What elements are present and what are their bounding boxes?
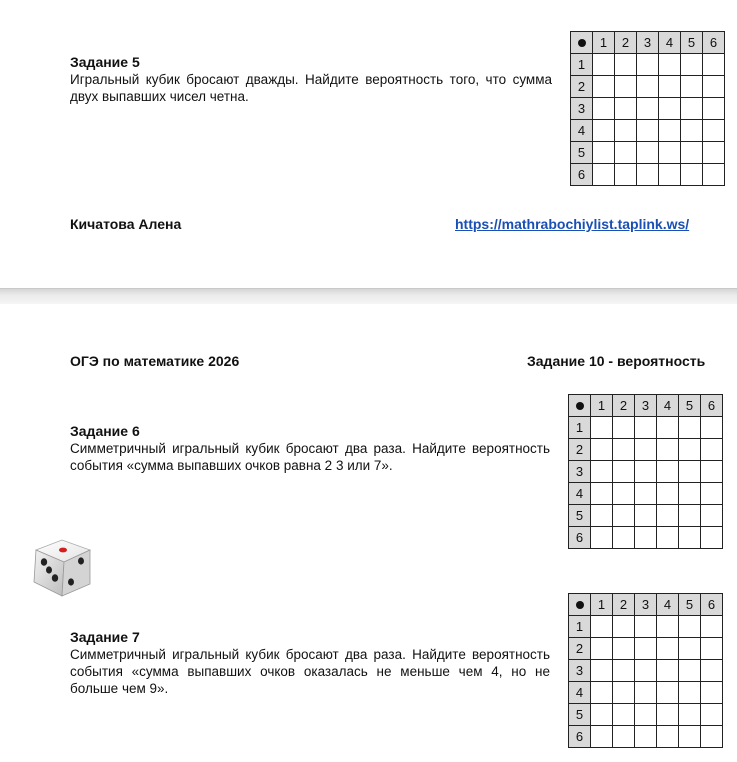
grid-cell[interactable] (635, 483, 657, 505)
grid-cell[interactable] (635, 616, 657, 638)
dice-table-task-5 (570, 31, 725, 186)
grid-cell[interactable] (657, 505, 679, 527)
grid-cell[interactable] (657, 483, 679, 505)
grid-row (569, 417, 723, 439)
grid-row-header: 6 (569, 527, 591, 549)
grid-cell[interactable] (657, 704, 679, 726)
grid-cell[interactable] (657, 439, 679, 461)
grid-cell[interactable] (591, 660, 613, 682)
grid-cell[interactable] (635, 704, 657, 726)
grid-row (569, 527, 723, 549)
grid-cell[interactable] (701, 527, 723, 549)
grid-cell[interactable] (635, 682, 657, 704)
grid-cell[interactable] (635, 726, 657, 748)
grid-col-header: 2 (615, 32, 637, 54)
grid-cell[interactable] (657, 616, 679, 638)
grid-cell[interactable] (701, 638, 723, 660)
dice-icon (28, 534, 96, 602)
grid-cell[interactable] (679, 461, 701, 483)
grid-row-header: 4 (569, 682, 591, 704)
dice-table-task-6 (568, 394, 723, 549)
grid-cell[interactable] (701, 704, 723, 726)
grid-cell[interactable] (613, 439, 635, 461)
grid-cell[interactable] (659, 98, 681, 120)
grid-row (569, 682, 723, 704)
grid-cell[interactable] (701, 461, 723, 483)
grid-cell[interactable] (613, 704, 635, 726)
grid-cell[interactable] (593, 98, 615, 120)
grid-cell[interactable] (613, 682, 635, 704)
grid-cell[interactable] (659, 76, 681, 98)
grid-col-header: 1 (591, 395, 613, 417)
grid-col-header: 6 (703, 32, 725, 54)
grid-row-header: 4 (571, 120, 593, 142)
grid-cell[interactable] (701, 726, 723, 748)
dice-table-task-7 (568, 593, 723, 748)
grid-cell[interactable] (657, 417, 679, 439)
grid-cell[interactable] (593, 54, 615, 76)
grid-cell[interactable] (679, 638, 701, 660)
task-6 (70, 423, 550, 474)
grid-cell[interactable] (679, 417, 701, 439)
grid-row (569, 726, 723, 748)
grid-cell[interactable] (657, 461, 679, 483)
grid-cell[interactable] (591, 483, 613, 505)
task-6-title: Задание 6 (70, 423, 140, 439)
grid-cell[interactable] (637, 98, 659, 120)
grid-row-header: 5 (569, 704, 591, 726)
grid-cell[interactable] (657, 527, 679, 549)
exam-title: ОГЭ по математике 2026 (70, 353, 240, 369)
grid-cell[interactable] (679, 726, 701, 748)
grid-row (569, 660, 723, 682)
grid-row-header: 1 (569, 417, 591, 439)
grid-row (569, 483, 723, 505)
grid-cell[interactable] (613, 417, 635, 439)
grid-cell[interactable] (615, 120, 637, 142)
grid-cell[interactable] (681, 164, 703, 186)
task-7-title: Задание 7 (70, 629, 140, 645)
grid-cell[interactable] (615, 164, 637, 186)
grid-cell[interactable] (657, 726, 679, 748)
task-5-text: Игральный кубик бросают дважды. Найдите вероятность того, что сумма двух выпавших чисел четна. (70, 72, 552, 104)
task-7-text: Симметричный игральный кубик бросают два раза. Найдите вероятность события «сумма выпавших очков оказалась не меньше чем 4, но не больше чем 9». (70, 647, 550, 696)
grid-cell[interactable] (635, 417, 657, 439)
grid-cell[interactable] (659, 120, 681, 142)
grid-cell[interactable] (679, 483, 701, 505)
task-5 (70, 54, 552, 105)
grid-cell[interactable] (591, 417, 613, 439)
grid-cell[interactable] (637, 120, 659, 142)
grid-cell[interactable] (701, 616, 723, 638)
grid-cell[interactable] (637, 164, 659, 186)
grid-cell[interactable] (701, 505, 723, 527)
grid-cell[interactable] (593, 142, 615, 164)
grid-cell[interactable] (635, 439, 657, 461)
grid-cell[interactable] (681, 120, 703, 142)
grid-col-header: 5 (681, 32, 703, 54)
grid-col-header: 6 (701, 395, 723, 417)
grid-cell[interactable] (657, 660, 679, 682)
grid-cell[interactable] (701, 483, 723, 505)
grid-cell[interactable] (613, 505, 635, 527)
grid-row (571, 76, 725, 98)
grid-cell[interactable] (591, 439, 613, 461)
grid-col-header: 6 (701, 594, 723, 616)
grid-row-header: 5 (569, 505, 591, 527)
grid-col-header: 3 (635, 594, 657, 616)
grid-cell[interactable] (679, 527, 701, 549)
grid-cell[interactable] (635, 527, 657, 549)
grid-row-header: 2 (569, 439, 591, 461)
grid-cell[interactable] (701, 417, 723, 439)
grid-row-header: 2 (569, 638, 591, 660)
grid-cell[interactable] (615, 142, 637, 164)
die-pip-icon (576, 601, 584, 609)
grid-header-row (571, 32, 725, 54)
grid-header-row (569, 395, 723, 417)
grid-cell[interactable] (657, 638, 679, 660)
grid-cell[interactable] (591, 461, 613, 483)
grid-col-header: 4 (657, 395, 679, 417)
grid-cell[interactable] (637, 54, 659, 76)
grid-row-header: 1 (571, 54, 593, 76)
grid-row (569, 439, 723, 461)
grid-cell[interactable] (701, 660, 723, 682)
page-separator (0, 288, 737, 305)
grid-row (571, 98, 725, 120)
grid-cell[interactable] (613, 616, 635, 638)
grid-cell[interactable] (701, 439, 723, 461)
grid-cell[interactable] (613, 461, 635, 483)
grid-col-header: 1 (591, 594, 613, 616)
grid-cell[interactable] (679, 505, 701, 527)
grid-cell[interactable] (591, 704, 613, 726)
die-pip-icon (576, 402, 584, 410)
grid-row-header: 6 (569, 726, 591, 748)
grid-cell[interactable] (703, 120, 725, 142)
grid-row (569, 638, 723, 660)
grid-col-header: 2 (613, 594, 635, 616)
grid-col-header: 2 (613, 395, 635, 417)
grid-cell[interactable] (591, 682, 613, 704)
task-7 (70, 629, 550, 697)
grid-col-header: 5 (679, 395, 701, 417)
grid-cell[interactable] (681, 142, 703, 164)
grid-cell[interactable] (591, 638, 613, 660)
grid-corner-cell (569, 594, 591, 616)
grid-col-header: 4 (659, 32, 681, 54)
grid-cell[interactable] (681, 54, 703, 76)
grid-cell[interactable] (659, 54, 681, 76)
grid-cell[interactable] (703, 54, 725, 76)
grid-row (571, 120, 725, 142)
grid-row-header: 3 (569, 660, 591, 682)
grid-cell[interactable] (679, 682, 701, 704)
grid-cell[interactable] (659, 164, 681, 186)
topic-title: Задание 10 - вероятность (527, 353, 706, 369)
grid-row (569, 505, 723, 527)
grid-row-header: 2 (571, 76, 593, 98)
grid-cell[interactable] (613, 660, 635, 682)
grid-cell[interactable] (703, 76, 725, 98)
grid-cell[interactable] (593, 120, 615, 142)
grid-cell[interactable] (615, 98, 637, 120)
grid-cell[interactable] (679, 660, 701, 682)
task-6-text: Симметричный игральный кубик бросают два раза. Найдите вероятность события «сумма выпавших очков равна 2 3 или 7». (70, 441, 550, 473)
grid-cell[interactable] (681, 98, 703, 120)
grid-row-header: 3 (569, 461, 591, 483)
grid-cell[interactable] (591, 527, 613, 549)
grid-cell[interactable] (591, 505, 613, 527)
grid-cell[interactable] (613, 483, 635, 505)
grid-col-header: 1 (593, 32, 615, 54)
grid-header-row (569, 594, 723, 616)
author-name: Кичатова Алена (70, 216, 182, 232)
grid-row (569, 461, 723, 483)
grid-cell[interactable] (591, 616, 613, 638)
grid-cell[interactable] (703, 142, 725, 164)
grid-cell[interactable] (593, 164, 615, 186)
taplink-link[interactable]: https://mathrabochiylist.taplink.ws/ (455, 216, 690, 232)
grid-cell[interactable] (635, 505, 657, 527)
task-5-title: Задание 5 (70, 54, 140, 70)
grid-row (571, 54, 725, 76)
grid-cell[interactable] (615, 54, 637, 76)
grid-cell[interactable] (659, 142, 681, 164)
grid-cell[interactable] (637, 76, 659, 98)
grid-cell[interactable] (635, 660, 657, 682)
grid-cell[interactable] (703, 164, 725, 186)
grid-cell[interactable] (657, 682, 679, 704)
grid-row-header: 3 (571, 98, 593, 120)
grid-row-header: 6 (571, 164, 593, 186)
grid-corner-cell (571, 32, 593, 54)
grid-row-header: 5 (571, 142, 593, 164)
grid-cell[interactable] (635, 638, 657, 660)
grid-cell[interactable] (637, 142, 659, 164)
grid-cell[interactable] (591, 726, 613, 748)
grid-row (571, 164, 725, 186)
grid-corner-cell (569, 395, 591, 417)
grid-col-header: 3 (637, 32, 659, 54)
grid-cell[interactable] (679, 439, 701, 461)
die-pip-icon (578, 39, 586, 47)
grid-cell[interactable] (681, 76, 703, 98)
grid-cell[interactable] (635, 461, 657, 483)
grid-row (569, 616, 723, 638)
grid-cell[interactable] (615, 76, 637, 98)
grid-cell[interactable] (679, 704, 701, 726)
grid-cell[interactable] (593, 76, 615, 98)
grid-row-header: 1 (569, 616, 591, 638)
grid-cell[interactable] (703, 98, 725, 120)
grid-col-header: 4 (657, 594, 679, 616)
grid-row-header: 4 (569, 483, 591, 505)
grid-cell[interactable] (613, 726, 635, 748)
grid-col-header: 3 (635, 395, 657, 417)
grid-cell[interactable] (679, 616, 701, 638)
grid-cell[interactable] (613, 638, 635, 660)
grid-row (569, 704, 723, 726)
grid-col-header: 5 (679, 594, 701, 616)
grid-row (571, 142, 725, 164)
grid-cell[interactable] (701, 682, 723, 704)
grid-cell[interactable] (613, 527, 635, 549)
